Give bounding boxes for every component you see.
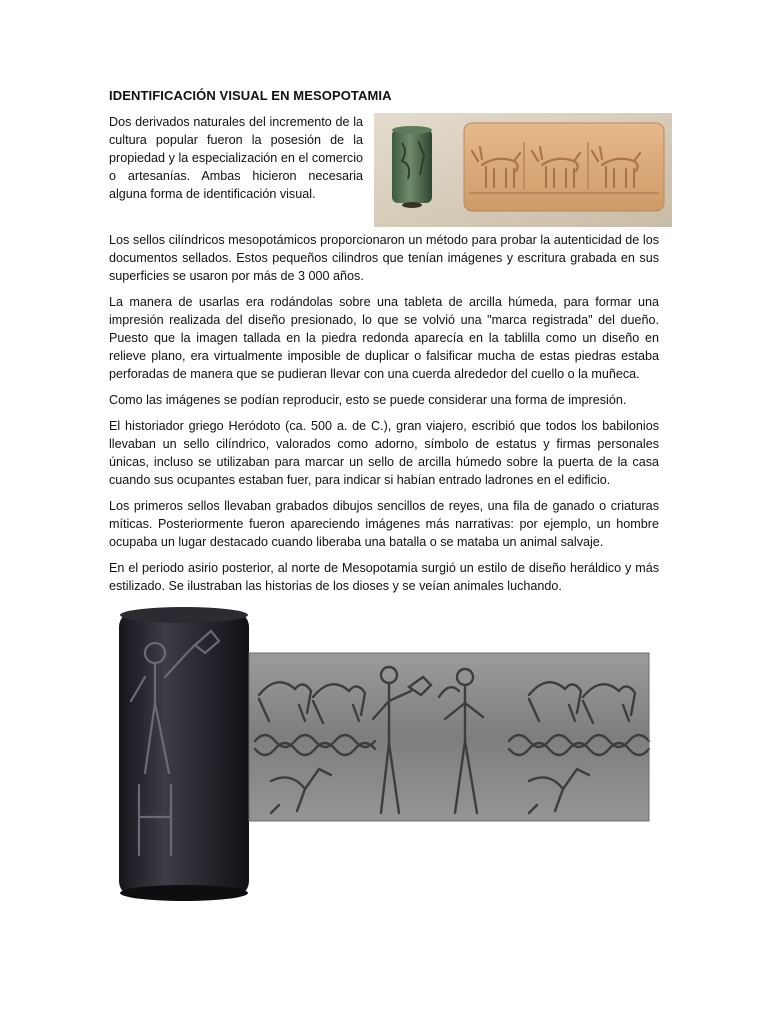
assyrian-cylinder-seal-photo: [109, 605, 654, 915]
paragraph: Los sellos cilíndricos mesopotámicos proporcionaron un método para probar la autenticidad de los documentos sellados. Estos pequeños cilindros que tenían imágenes y escritura grabada en sus superficies se usaron por más de 3 000 años.: [109, 233, 659, 283]
paragraph: Los primeros sellos llevaban grabados dibujos sencillos de reyes, una fila de ganado o criaturas míticas. Posteriormente fueron apareciendo imágenes más narrativas: por ejemplo, un hombre ocupaba un lugar destacado cuando liberaba una batalla o se mataba un animal salvaje.: [109, 499, 659, 549]
intro-paragraph: Dos derivados naturales del incremento de la cultura popular fueron la posesión de la propiedad y la especialización en el comercio o artesanías. Ambas hicieron necesaria alguna forma de identificación visual.: [109, 115, 363, 201]
cylinder-seal-cattle-photo: [374, 113, 672, 227]
paragraph: Como las imágenes se podían reproducir, esto se puede considerar una forma de impresión.: [109, 393, 627, 407]
document-title: IDENTIFICACIÓN VISUAL EN MESOPOTAMIA: [109, 88, 392, 103]
paragraph: La manera de usarlas era rodándolas sobre una tableta de arcilla húmeda, para formar una impresión realizada del diseño presionado, lo que se volvió una "marca registrada" del dueño. Puesto que la imagen tallada en la piedra redonda aparecía en la tablilla como un diseño en relieve plano, era virtualmente imposible de duplicar o falsificar mucha de estas piedras estaba perforadas de manera que se pudieran llevar con una cuerda alrededor del cuello o la muñeca.: [109, 295, 659, 381]
paragraph: En el periodo asirio posterior, al norte de Mesopotamia surgió un estilo de diseño heráldico y más estilizado. Se ilustraban las historias de los dioses y se veían animales luchando.: [109, 561, 659, 593]
paragraph: El historiador griego Heródoto (ca. 500 a. de C.), gran viajero, escribió que todos los babilonios llevaban un sello cilíndrico, valorados como adorno, símbolo de estatus y firmas personales únicas, incluso se utilizaban para marcar un sello de arcilla húmedo sobre la puerta de la casa cuando sus ocupantes estaban fuer, para indicar si habían entrado ladrones en el edificio.: [109, 419, 659, 487]
